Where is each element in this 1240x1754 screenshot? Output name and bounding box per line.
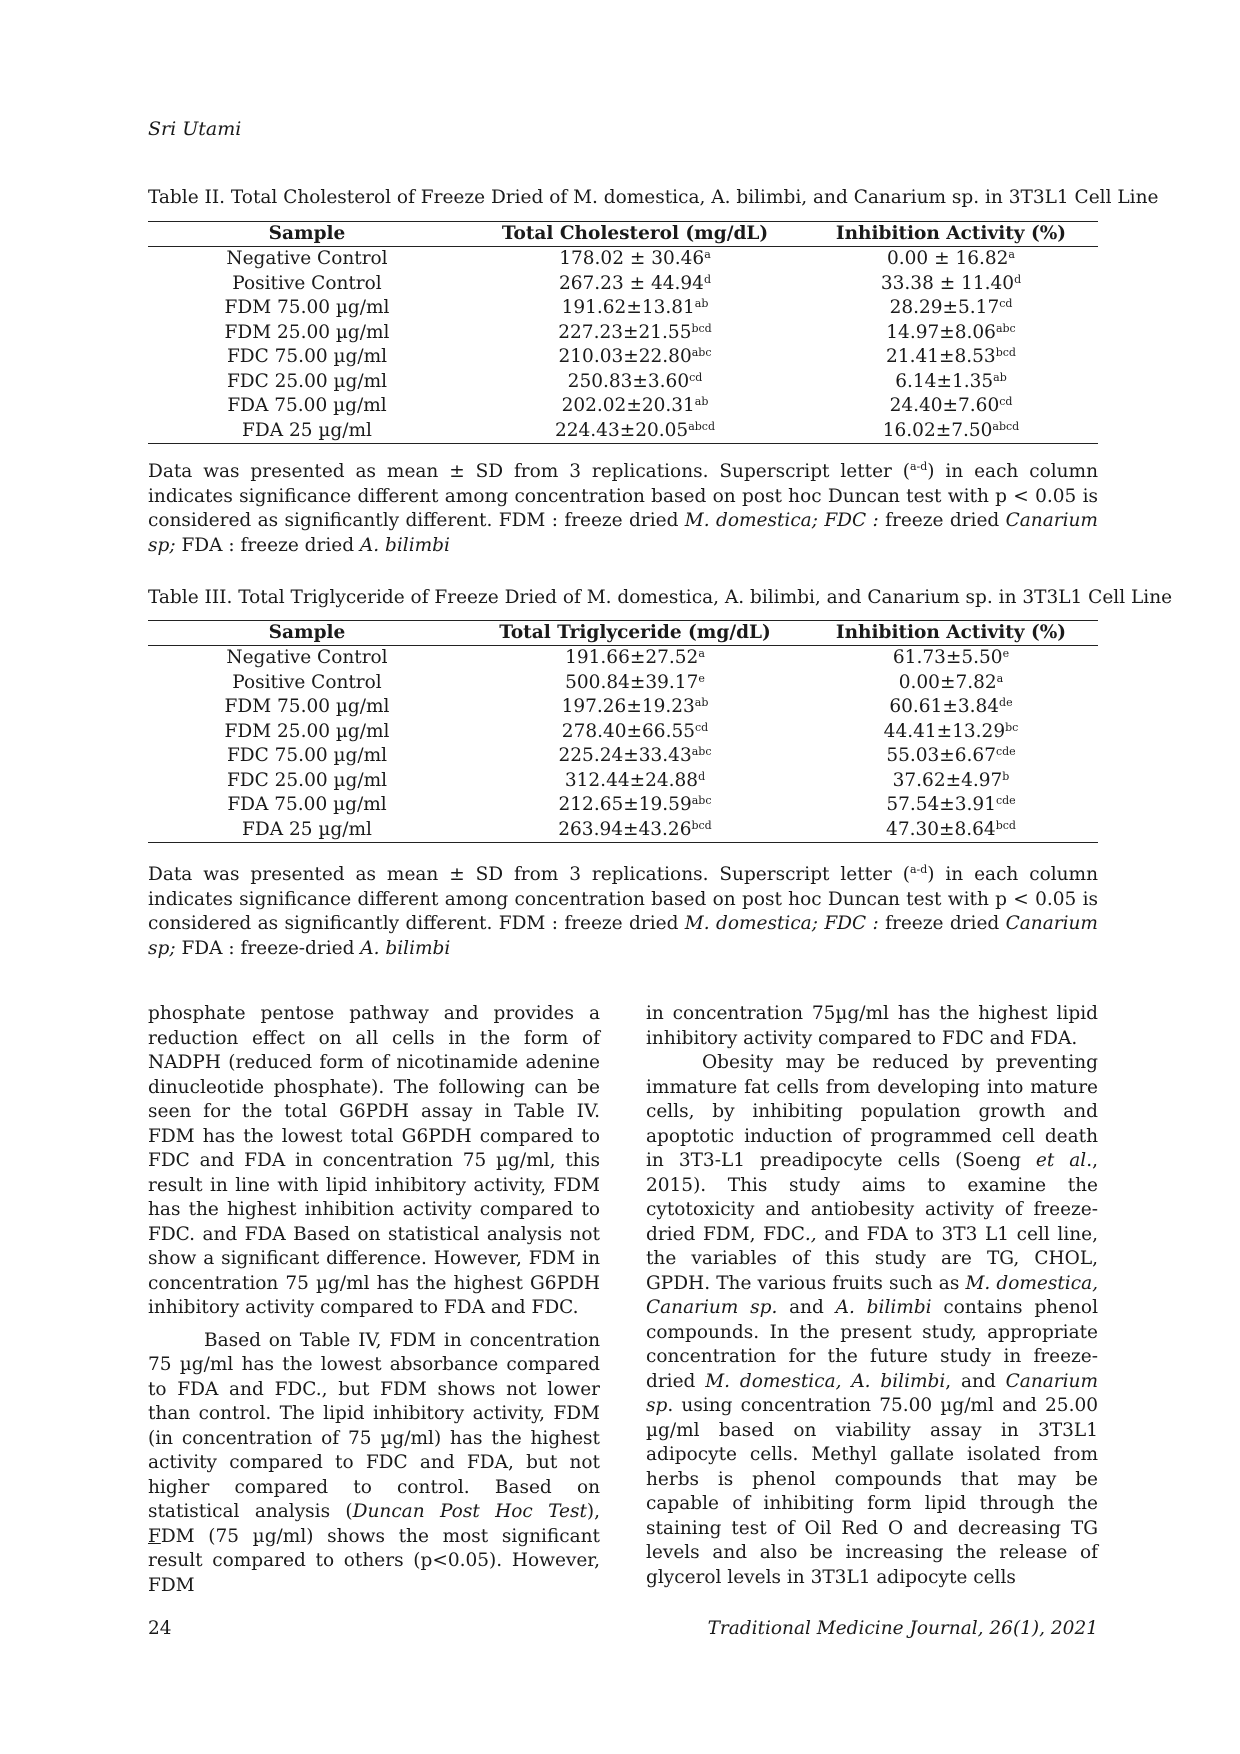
significance-superscript: bcd [995, 818, 1016, 832]
cell-sample-text: FDM 75.00 µg/ml [224, 696, 390, 717]
cell-inhibition [804, 646, 1098, 671]
cell-sample-text: FDA 25 µg/ml [242, 818, 372, 840]
significance-superscript: d [703, 272, 711, 286]
cell-value [466, 272, 804, 297]
running-head: Sri Utami [148, 118, 242, 140]
cell-value-text: 178.02 ± 30.46 [559, 248, 705, 269]
cell-inhibition [804, 793, 1098, 818]
table2-note-italic: A. bilimbi [359, 534, 450, 556]
cell-sample-text: FDA 25 µg/ml [242, 419, 372, 441]
cell-sample [148, 744, 466, 769]
cell-value-text: 197.26±19.23 [561, 696, 695, 717]
table3-note-italic: M. domestica; FDC : [684, 913, 879, 935]
table3 [148, 620, 1098, 843]
significance-superscript: a [996, 671, 1004, 685]
cell-sample-text: FDC 25.00 µg/ml [226, 370, 388, 392]
significance-superscript: abc [691, 794, 712, 807]
significance-superscript: abc [691, 745, 712, 758]
table-row [148, 695, 1098, 720]
body-text: and [777, 1297, 836, 1318]
cell-inhibition [804, 296, 1098, 321]
table2-header-sample: Sample [148, 222, 466, 247]
significance-superscript: cde [995, 794, 1016, 807]
cell-value [466, 793, 804, 818]
significance-superscript: bcd [691, 321, 712, 335]
cell-inhibition-text: 28.29±5.17 [889, 297, 1000, 318]
cell-inhibition-text: 6.14±1.35 [895, 370, 994, 392]
cell-inhibition [804, 720, 1098, 745]
cell-inhibition [804, 370, 1098, 395]
cell-sample-text: Positive Control [232, 671, 382, 693]
cell-value [466, 296, 804, 321]
significance-superscript: ab [694, 696, 709, 709]
table3-note-sup: a-d [909, 863, 928, 876]
cell-inhibition-text: 47.30±8.64 [886, 818, 996, 840]
table-row [148, 345, 1098, 370]
significance-superscript: d [1014, 272, 1022, 286]
cell-value [466, 370, 804, 395]
cell-inhibition [804, 272, 1098, 297]
cell-value [466, 321, 804, 346]
cell-sample [148, 671, 466, 696]
body-text: . using concentration 75.00 µg/ml and 25.00 µg/ml based on viability assay in 3T3L1 adipocyte cells. Methyl gallate isolated from herbs is phenol compounds that may be capable of inhibiting form lipid through the staining test of Oil Red O and decreasing TG levels and also be increasing the release of glycerol levels in 3T3L1 adipocyte cells [646, 1395, 1098, 1588]
cell-sample [148, 419, 466, 444]
cell-value-text: 225.24±33.43 [558, 745, 692, 766]
cell-sample [148, 793, 466, 818]
cell-sample [148, 646, 466, 671]
cell-sample-text: FDM 25.00 µg/ml [224, 720, 390, 742]
significance-superscript: cd [689, 370, 703, 384]
body-text-italic: ., [804, 1223, 817, 1245]
table-row [148, 769, 1098, 794]
cell-inhibition [804, 744, 1098, 769]
significance-superscript: de [999, 696, 1013, 709]
body-text-italic: M. domestica, A. bilimbi [705, 1370, 946, 1392]
significance-superscript: ab [694, 297, 709, 310]
cell-inhibition-text: 0.00 ± 16.82 [887, 248, 1009, 269]
body-text: Obesity may be reduced by preventing immature fat cells from developing into mature cells, by inhibiting population growth and apoptotic induction of programmed cell death in 3T3-L1 preadipocyte cells (Soeng [646, 1052, 1098, 1171]
cell-sample-text: FDC 75.00 µg/ml [226, 745, 388, 766]
cell-sample [148, 345, 466, 370]
cell-sample [148, 769, 466, 794]
significance-superscript: d [698, 769, 706, 783]
body-column-right [646, 1002, 1098, 1590]
table2-note-text: Data was presented as mean ± SD from 3 replications. Superscript letter ( [148, 461, 910, 483]
body-text-italic: M. domestica, Canarium sp. [646, 1272, 1098, 1318]
body-column-left [148, 1002, 600, 1598]
table2 [148, 221, 1098, 444]
body-text: Based on Table IV, FDM in concentration 75 µg/ml has the lowest absorbance compared to FDA and FDC., but FDM shows not lower than control. The lipid inhibitory activity, FDM (in concentration of 75 µg/ml) has the highest activity compared to FDC and FDA, but not higher compared to control. Based on statistical analysis ( [148, 1329, 600, 1522]
table-row [148, 744, 1098, 769]
cell-value [466, 695, 804, 720]
cell-value-text: 212.65±19.59 [558, 794, 692, 815]
table-row [148, 720, 1098, 745]
cell-value [466, 247, 804, 272]
body-text-italic: Canarium sp [646, 1370, 1098, 1416]
significance-superscript: a [704, 248, 711, 261]
cell-sample [148, 247, 466, 272]
table2-header-value: Total Cholesterol (mg/dL) [466, 222, 804, 247]
cell-value [466, 671, 804, 696]
cell-value-text: 224.43±20.05 [554, 419, 689, 441]
cell-value [466, 394, 804, 419]
cell-value-text: 267.23 ± 44.94 [558, 272, 704, 294]
cell-inhibition-text: 21.41±8.53 [886, 346, 996, 367]
table-row [148, 793, 1098, 818]
significance-superscript: bcd [691, 818, 712, 832]
significance-superscript: e [698, 671, 705, 685]
cell-value [466, 769, 804, 794]
cell-value [466, 720, 804, 745]
table3-note-text: ) in each column indicates significance different among concentration based on post hoc Duncan test with p < 0.05 is considered as significantly different. FDM : freeze dried [148, 864, 1099, 935]
table3-caption: Table III. Total Triglyceride of Freeze Dried of M. domestica, A. bilimbi, and Canarium sp. in 3T3L1 Cell Line [148, 587, 1173, 608]
table2-header-row [148, 222, 1098, 247]
cell-value-text: 191.62±13.81 [561, 297, 695, 318]
cell-inhibition-text: 24.40±7.60 [889, 395, 1000, 416]
cell-value [466, 646, 804, 671]
cell-sample [148, 394, 466, 419]
cell-sample-text: FDM 75.00 µg/ml [224, 297, 390, 318]
significance-superscript: abcd [688, 419, 715, 433]
table-row [148, 419, 1098, 444]
table-row [148, 646, 1098, 671]
table3-header-value: Total Triglyceride (mg/dL) [466, 621, 804, 646]
cell-value-text: 210.03±22.80 [558, 346, 692, 367]
cell-sample-text: FDA 75.00 µg/ml [227, 794, 387, 815]
body-text-italic: A. bilimbi [835, 1297, 932, 1318]
cell-inhibition [804, 321, 1098, 346]
significance-superscript: abc [995, 321, 1016, 335]
cell-inhibition-text: 16.02±7.50 [882, 419, 993, 441]
body-text: and FDA to 3T3 L1 cell line, the variables of this study are TG, CHOL, GPDH. The various fruits such as [646, 1223, 1098, 1294]
cell-inhibition-text: 55.03±6.67 [886, 745, 996, 766]
significance-superscript: abcd [992, 419, 1020, 433]
significance-superscript: bc [1005, 720, 1019, 734]
table2-note-text: freeze dried [878, 510, 1006, 532]
cell-value-text: 202.02±20.31 [561, 395, 695, 416]
table2-note-sup: a-d [909, 460, 928, 473]
significance-superscript: a [1008, 248, 1015, 261]
cell-inhibition [804, 419, 1098, 444]
cell-value-text: 191.66±27.52 [565, 647, 699, 668]
cell-inhibition-text: 44.41±13.29 [883, 720, 1006, 742]
table2-body [148, 247, 1098, 444]
body-left-paragraph-1: phosphate pentose pathway and provides a reduction effect on all cells in the form of NADPH (reduced form of nicotinamide adenine dinucleotide phosphate). The following can be seen for the total G6PDH assay in Table IV. FDM has the lowest total G6PDH compared to FDC and FDA in concentration 75 µg/ml, this result in line with lipid inhibitory activity, FDM has the highest inhibition activity compared to FDC. and FDA Based on statistical analysis not show a significant difference. However, FDM in concentration 75 µg/ml has the highest G6PDH inhibitory activity compared to FDA and FDC. [148, 1003, 600, 1318]
page-number: 24 [148, 1618, 172, 1639]
significance-superscript: cd [999, 395, 1013, 408]
table-row [148, 247, 1098, 272]
cell-sample-text: Positive Control [232, 272, 382, 294]
table2-header-inhibition: Inhibition Activity (%) [804, 222, 1098, 247]
cell-sample-text: FDM 25.00 µg/ml [224, 321, 390, 343]
body-text-italic: et al [1035, 1150, 1087, 1171]
cell-value [466, 818, 804, 843]
table-row [148, 296, 1098, 321]
cell-inhibition-text: 37.62±4.97 [892, 769, 1003, 791]
cell-inhibition [804, 247, 1098, 272]
significance-superscript: ab [993, 370, 1007, 384]
cell-value-text: 312.44±24.88 [564, 769, 699, 791]
significance-superscript: ab [694, 395, 709, 408]
table3-header-sample: Sample [148, 621, 466, 646]
cell-value [466, 744, 804, 769]
cell-sample [148, 321, 466, 346]
cell-inhibition-text: 33.38 ± 11.40 [880, 272, 1015, 294]
cell-value-text: 250.83±3.60 [567, 370, 690, 392]
body-right-paragraph-2 [646, 1051, 1098, 1590]
cell-value [466, 345, 804, 370]
table3-header-inhibition: Inhibition Activity (%) [804, 621, 1098, 646]
significance-superscript: b [1002, 769, 1010, 783]
cell-inhibition [804, 695, 1098, 720]
cell-sample [148, 370, 466, 395]
table-row [148, 671, 1098, 696]
cell-sample-text: FDC 25.00 µg/ml [226, 769, 388, 791]
cell-inhibition-text: 61.73±5.50 [892, 647, 1003, 668]
table-row [148, 818, 1098, 843]
cell-sample-text: Negative Control [226, 647, 388, 668]
cell-sample-text: FDC 75.00 µg/ml [226, 346, 388, 367]
significance-superscript: abc [691, 346, 712, 359]
body-left-paragraph-2 [148, 1329, 600, 1599]
table2-note-text: ) in each column indicates significance different among concentration based on post hoc Duncan test with p < 0.05 is considered as significantly different. FDM : freeze dried [148, 461, 1099, 532]
table-row [148, 272, 1098, 297]
cell-sample [148, 695, 466, 720]
significance-superscript: cd [999, 297, 1013, 310]
cell-value-text: 263.94±43.26 [558, 818, 692, 840]
cell-inhibition-text: 0.00±7.82 [898, 671, 997, 693]
cell-value-text: 278.40±66.55 [561, 720, 695, 742]
cell-inhibition [804, 671, 1098, 696]
table3-note-text: freeze dried [878, 913, 1006, 935]
table2-note-italic: Canarium sp; [148, 510, 1098, 556]
cell-inhibition [804, 345, 1098, 370]
table3-note-italic: Canarium sp; [148, 913, 1098, 959]
body-right-paragraph-1: in concentration 75µg/ml has the highest lipid inhibitory activity compared to FDC and FDA. [646, 1003, 1098, 1049]
significance-superscript: a [698, 647, 705, 660]
body-text: DM (75 µg/ml) shows the most significant result compared to others (p<0.05). However, FDM [148, 1525, 600, 1596]
journal-citation: Traditional Medicine Journal, 26(1), 2021 [707, 1618, 1098, 1639]
significance-superscript: cde [995, 745, 1016, 758]
significance-superscript: cd [695, 720, 709, 734]
body-text: contains phenol compounds. In the present study, appropriate concentration for the future study in freeze-dried [646, 1297, 1098, 1392]
cell-sample [148, 720, 466, 745]
table2-caption: Table II. Total Cholesterol of Freeze Dried of M. domestica, A. bilimbi, and Canarium sp. in 3T3L1 Cell Line [148, 187, 1159, 208]
cell-sample [148, 272, 466, 297]
body-text-underline: F [148, 1525, 161, 1547]
table2-note-text: FDA : freeze dried [175, 534, 360, 556]
cell-inhibition [804, 769, 1098, 794]
table3-note-italic: A. bilimbi [360, 937, 451, 959]
cell-inhibition [804, 394, 1098, 419]
cell-sample [148, 296, 466, 321]
cell-sample-text: Negative Control [226, 248, 388, 269]
significance-superscript: e [1002, 647, 1010, 660]
cell-sample [148, 818, 466, 843]
table3-note [148, 858, 1098, 961]
cell-value-text: 227.23±21.55 [558, 321, 692, 343]
table3-header-row [148, 621, 1098, 646]
cell-value-text: 500.84±39.17 [565, 671, 699, 693]
body-text: ), [586, 1501, 600, 1522]
table-row [148, 370, 1098, 395]
table-row [148, 394, 1098, 419]
cell-sample-text: FDA 75.00 µg/ml [227, 395, 387, 416]
table-row [148, 321, 1098, 346]
table3-body [148, 646, 1098, 843]
cell-inhibition-text: 57.54±3.91 [886, 794, 996, 815]
significance-superscript: bcd [995, 346, 1016, 359]
cell-value [466, 419, 804, 444]
body-text: , and [945, 1370, 1006, 1392]
table2-note-italic: M. domestica; FDC : [684, 510, 879, 532]
table3-note-text: FDA : freeze-dried [175, 937, 361, 959]
cell-inhibition [804, 818, 1098, 843]
body-text-italic: Duncan Post Hoc Test [352, 1501, 587, 1522]
cell-inhibition-text: 60.61±3.84 [889, 696, 1000, 717]
body-text: ., 2015). This study aims to examine the cytotoxicity and antiobesity activity of freeze-dried FDM, FDC [646, 1150, 1098, 1245]
table2-note [148, 455, 1098, 558]
table3-note-text: Data was presented as mean ± SD from 3 replications. Superscript letter ( [148, 864, 910, 886]
cell-inhibition-text: 14.97±8.06 [886, 321, 996, 343]
